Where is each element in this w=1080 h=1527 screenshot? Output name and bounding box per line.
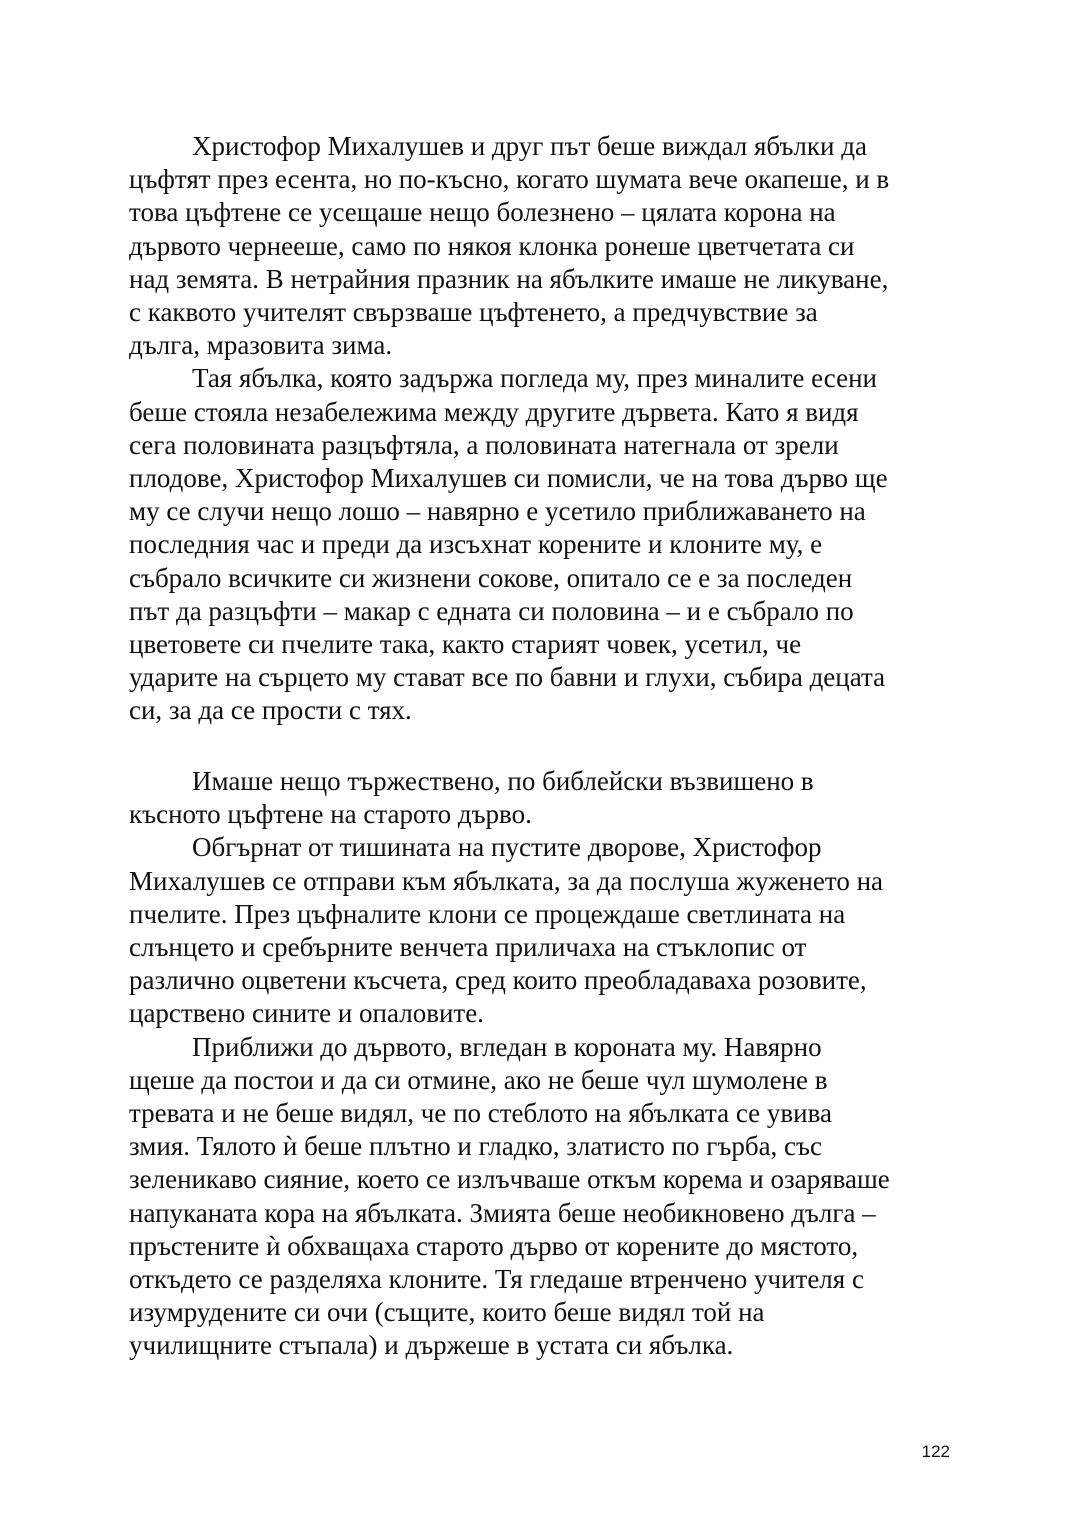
paragraph-2-line: ударите на сърцето му стават все по бавни и глухи, събира децата bbox=[129, 662, 886, 693]
paragraph-2-line: си, за да се прости с тях. bbox=[129, 695, 412, 726]
paragraph-5-line: щеше да постои и да си отмине, ако не беше чул шумолене в bbox=[129, 1064, 828, 1095]
paragraph-2-line: плодове, Христофор Михалушев си помисли, че на това дърво ще bbox=[129, 463, 888, 494]
paragraph-2-line: цветовете си пчелите така, както старият човек, усетил, че bbox=[129, 629, 802, 660]
paragraph-1-line: дълга, мразовита зима. bbox=[129, 330, 393, 361]
paragraph-5-line: Приближи до дървото, вгледан в короната му. Навярно bbox=[192, 1031, 822, 1062]
paragraph-4-line: пчелите. През цъфналите клони се процеждаше светлината на bbox=[129, 898, 846, 929]
paragraph-5-line: напуканата кора на ябълката. Змията беше необикновено дълга – bbox=[129, 1197, 876, 1228]
paragraph-2-line: му се случи нещо лошо – навярно е усетило приближаването на bbox=[129, 496, 866, 527]
paragraph-5-line: змия. Тялото ѝ беше плътно и гладко, златисто по гърба, със bbox=[129, 1131, 822, 1162]
paragraph-5-line: зеленикаво сияние, което се излъчваше откъм корема и озаряваше bbox=[129, 1164, 890, 1195]
text-block-1 bbox=[129, 130, 959, 728]
paragraph-2-line: последния час и преди да изсъхнат корените и клоните му, е bbox=[129, 529, 823, 560]
paragraph-1-line: с каквото учителят свързваше цъфтенето, а предчувствие за bbox=[129, 297, 818, 328]
paragraph-2-line: сега половината разцъфтяла, а половината натегнала от зрели bbox=[129, 429, 839, 460]
paragraph-2-line: Тая ябълка, която задържа погледа му, през миналите есени bbox=[192, 363, 877, 394]
paragraph-2-line: събрало всичките си жизнени сокове, опитало се е за последен bbox=[129, 562, 853, 593]
paragraph-1-line: Христофор Михалушев и друг път беше виждал ябълки да bbox=[192, 131, 867, 161]
paragraph-5-line: изумрудените си очи (същите, които беше видял той на bbox=[129, 1297, 765, 1328]
paragraph-5-line: откъдето се разделяха клоните. Тя гледаше втренчено учителя с bbox=[129, 1264, 864, 1295]
paragraph-4-line: слънцето и сребърните венчета приличаха на стъклопис от bbox=[129, 932, 807, 963]
paragraph-2-line: път да разцъфти – макар с едната си половина – и е събрало по bbox=[129, 595, 854, 626]
paragraph-5-line: тревата и не беше видял, че по стеблото на ябълката се увива bbox=[129, 1098, 832, 1129]
paragraph-4-line: царствено сините и опаловите. bbox=[129, 998, 484, 1029]
paragraph-1-line: това цъфтене се усещаше нещо болезнено – цялата корона на bbox=[129, 197, 836, 228]
paragraph-4-line: Обгърнат от тишината на пустите дворове, Христофор bbox=[192, 832, 822, 863]
text-block-2 bbox=[129, 765, 959, 1363]
paragraph-1-line: над земята. В нетрайния празник на ябълките имаше не ликуване, bbox=[129, 263, 889, 294]
paragraph-5-line: пръстените ѝ обхващаха старото дърво от корените до мястото, bbox=[129, 1230, 859, 1261]
paragraph-3-line: късното цъфтене на старото дърво. bbox=[129, 799, 532, 830]
paragraph-3-line: Имаше нещо тържествено, по библейски възвишено в bbox=[192, 766, 814, 796]
paragraph-4-line: различно оцветени късчета, сред които преобладаваха розовите, bbox=[129, 965, 867, 996]
paragraph-2-line: беше стояла незабележима между другите дървета. Като я видя bbox=[129, 396, 859, 427]
paragraph-1-line: дървото чернееше, само по някоя клонка ронеше цветчетата си bbox=[129, 230, 855, 261]
paragraph-5-line: училищните стъпала) и държеше в устата си ябълка. bbox=[129, 1330, 734, 1361]
page-number: 122 bbox=[921, 1442, 950, 1461]
paragraph-1-line: цъфтят през есента, но по-късно, когато шумата вече окапеше, и в bbox=[129, 164, 890, 195]
paragraph-4-line: Михалушев се отправи към ябълката, за да послуша жуженето на bbox=[129, 865, 883, 896]
